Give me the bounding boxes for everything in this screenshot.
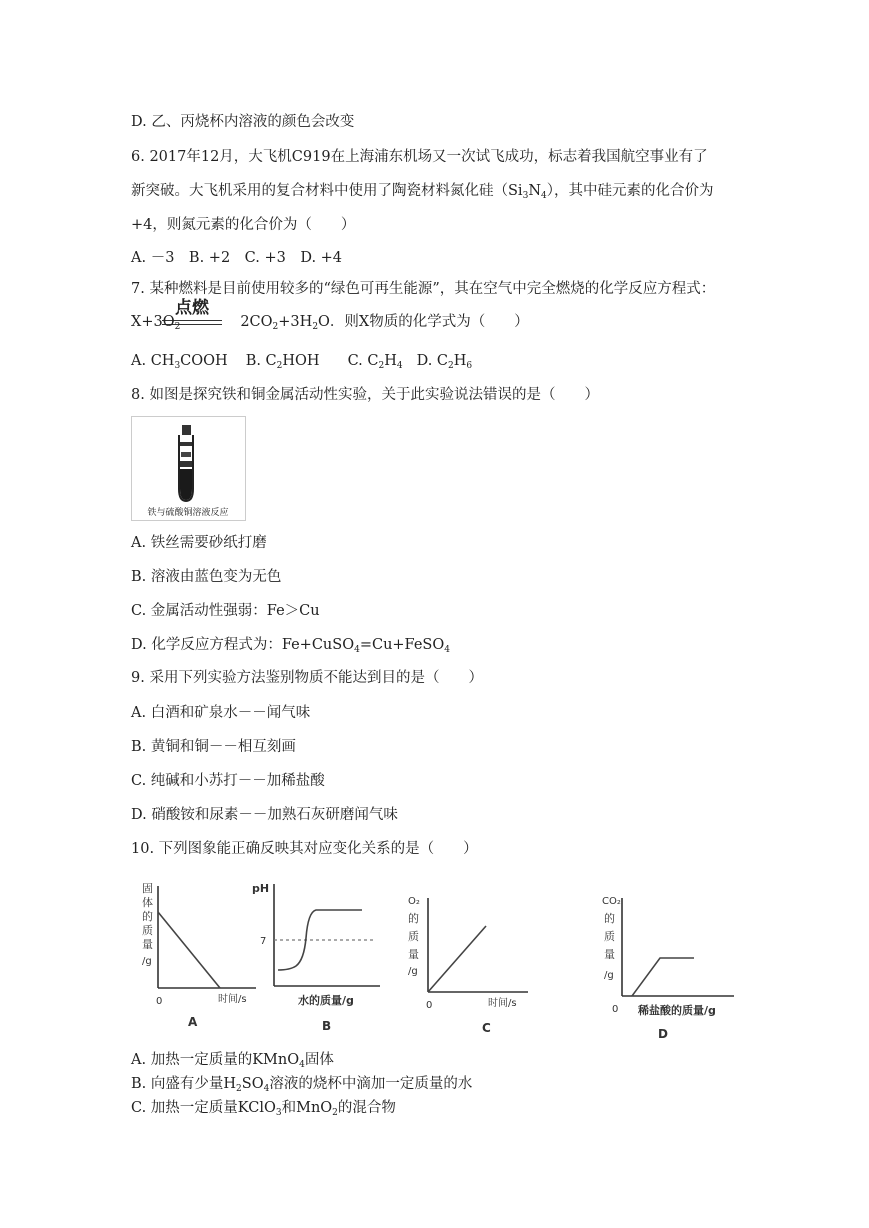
svg-text:的: 的 [142, 910, 153, 923]
graph-b-seven: 7 [260, 936, 267, 947]
q9-option-b: B. 黄铜和铜－－相互刻画 [131, 739, 296, 755]
graph-a-xlabel: 时间/s [218, 994, 247, 1005]
svg-text:/g: /g [408, 966, 418, 977]
graph-b-ylabel: pH [252, 882, 270, 895]
q8-option-d: D. 化学反应方程式为：Fe+CuSO$_4$=Cu+FeSO$_4$ [131, 637, 450, 655]
graph-d-xlabel: 稀盐酸的质量/g [638, 1004, 716, 1017]
graph-b-xlabel: 水的质量/g [298, 994, 354, 1007]
graph-c [400, 892, 530, 1042]
q7-options: A. $CH_3COOH$ B. $C_2HOH$ C. $C_2H_4$ D. $C_2H_6$ [131, 353, 473, 371]
graph-a [138, 878, 258, 1033]
svg-text:质: 质 [142, 924, 153, 937]
q8-option-b: B. 溶液由蓝色变为无色 [131, 569, 282, 585]
q9-stem: 9. 采用下列实验方法鉴别物质不能达到目的是（ ） [131, 670, 483, 686]
q8-option-a: A. 铁丝需要砂纸打磨 [131, 535, 267, 551]
q9-option-a: A. 白酒和矿泉水－－闻气味 [131, 705, 311, 721]
svg-text:量: 量 [142, 938, 153, 951]
test-tube-icon [132, 417, 245, 520]
graph-d-origin: 0 [612, 1004, 619, 1015]
q10-stem: 10. 下列图象能正确反映其对应变化关系的是（ ） [131, 841, 478, 857]
q7-equation: $X+3O_2$ $2CO_2+3H_2O$．则X物质的化学式为（ ） [131, 314, 529, 332]
svg-text:量: 量 [604, 948, 615, 961]
svg-text:固: 固 [142, 882, 153, 895]
graph-c-letter: C [482, 1021, 491, 1035]
test-tube-figure [131, 416, 246, 521]
q9-option-c: C. 纯碱和小苏打－－加稀盐酸 [131, 773, 325, 789]
graph-a-letter: A [188, 1015, 198, 1029]
q6-stem-line3: +4，则氮元素的化合价为（ ） [131, 217, 356, 233]
svg-text:体: 体 [142, 896, 153, 909]
svg-text:的: 的 [408, 912, 419, 925]
q9-option-d: D. 硝酸铵和尿素－－加熟石灰研磨闻气味 [131, 807, 398, 823]
figure-caption: 铁与硫酸铜溶液反应 [147, 508, 229, 518]
q10-option-c: C. 加热一定质量KClO$_3$和MnO$_2$的混合物 [131, 1100, 396, 1118]
q6-options: A. －3 B. +2 C. +3 D. +4 [131, 250, 343, 266]
q5-option-d: D. 乙、丙烧杯内溶液的颜色会改变 [131, 114, 355, 130]
graph-c-origin: 0 [426, 1000, 433, 1011]
svg-text:CO₂: CO₂ [602, 896, 621, 907]
graph-a-origin: 0 [156, 996, 163, 1007]
graph-d [592, 892, 742, 1042]
graph-b [250, 878, 385, 1038]
graph-d-letter: D [658, 1027, 668, 1041]
graph-d-ylabel [602, 896, 621, 981]
svg-text:质: 质 [604, 930, 615, 943]
q8-option-c: C. 金属活动性强弱：Fe＞Cu [131, 603, 320, 619]
svg-text:质: 质 [408, 930, 419, 943]
q10-option-a: A. 加热一定质量的KMnO$_4$固体 [131, 1052, 334, 1070]
graph-c-ylabel [408, 896, 420, 977]
graph-a-ylabel [142, 882, 153, 967]
graph-c-xlabel: 时间/s [488, 998, 517, 1009]
svg-text:/g: /g [604, 970, 614, 981]
svg-text:的: 的 [604, 912, 615, 925]
svg-text:O₂: O₂ [408, 896, 420, 907]
q6-stem-line2: 新突破。大飞机采用的复合材料中使用了陶瓷材料氮化硅$(Si_3N_4)$，其中硅元素的化合价为 [131, 183, 714, 201]
q6-stem-line1: 6. 2017年12月，大飞机C919在上海浦东机场又一次试飞成功，标志着我国航空事业有了 [131, 149, 708, 165]
svg-text:量: 量 [408, 948, 419, 961]
graph-b-letter: B [322, 1019, 332, 1033]
q7-stem: 7. 某种燃料是目前使用较多的“绿色可再生能源”，其在空气中完全燃烧的化学反应方程式： [131, 281, 716, 297]
q10-option-b: B. 向盛有少量$H_2SO_4$溶液的烧杯中滴加一定质量的水 [131, 1076, 473, 1094]
svg-text:/g: /g [142, 956, 152, 967]
reaction-condition: 点燃 [162, 297, 222, 337]
q8-stem: 8. 如图是探究铁和铜金属活动性实验，关于此实验说法错误的是（ ） [131, 387, 599, 403]
